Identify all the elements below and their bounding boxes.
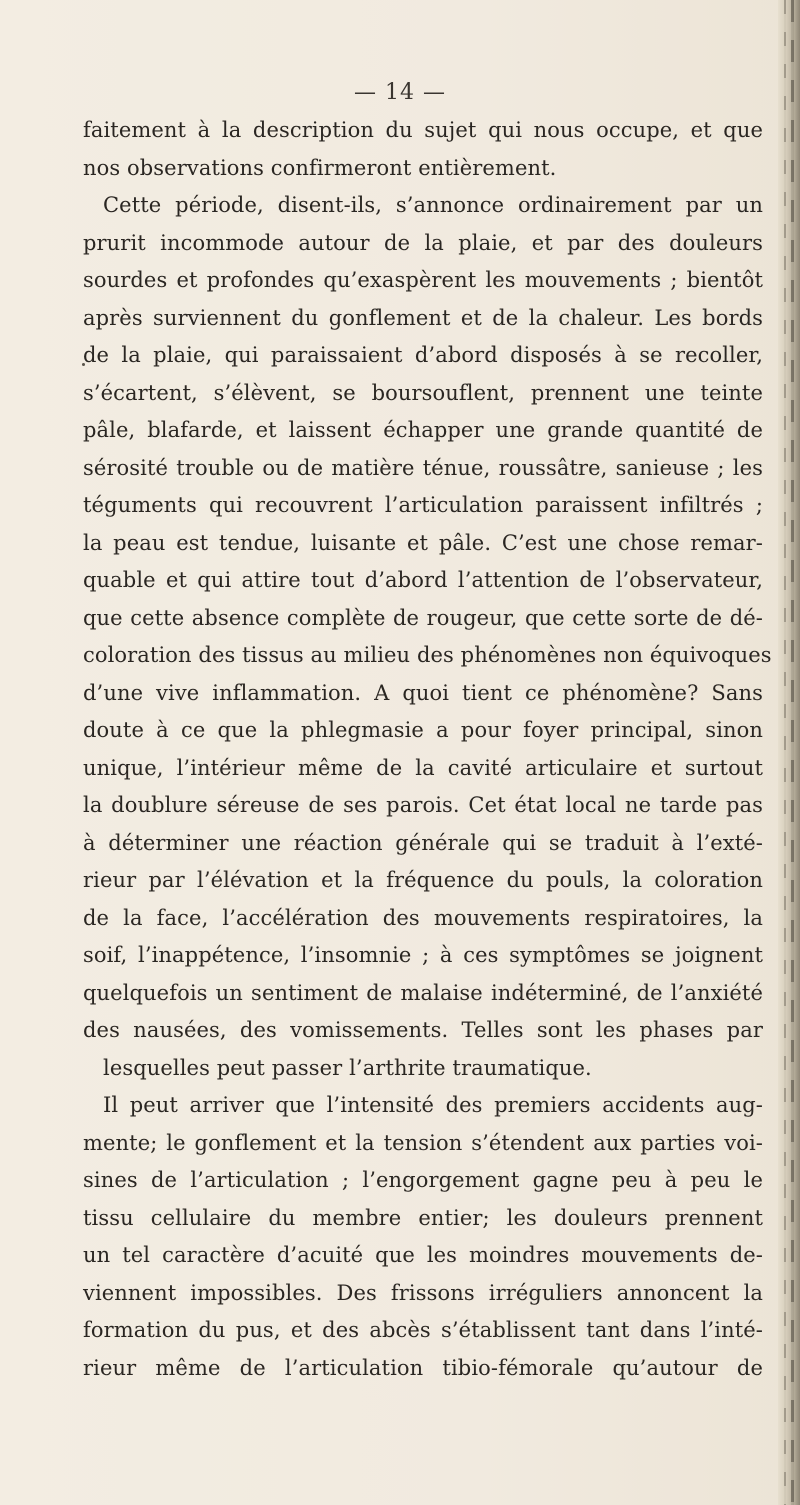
text-line: faitement à la description du sujet qui nous occupe, et que bbox=[83, 118, 763, 142]
text-line: rieur par l’élévation et la fréquence du pouls, la coloration bbox=[83, 868, 763, 892]
text-line: soif, l’inappétence, l’insomnie ; à ces symptômes se joignent bbox=[83, 943, 763, 967]
body-text bbox=[83, 112, 772, 1387]
text-line: la doublure séreuse de ses parois. Cet état local ne tarde pas bbox=[83, 793, 763, 817]
text-line: d’une vive inflammation. A quoi tient ce phénomène? Sans bbox=[83, 680, 763, 705]
text-line: sourdes et profondes qu’exaspèrent les mouvements ; bientôt bbox=[83, 268, 763, 292]
text-line: des nausées, des vomissements. Telles sont les phases par bbox=[83, 1018, 763, 1042]
text-line: prurit incommode autour de la plaie, et par des douleurs bbox=[83, 230, 763, 255]
text-line: lesquelles peut passer l’arthrite traumatique. bbox=[103, 1055, 592, 1080]
text-line: un tel caractère d’acuité que les moindres mouvements de- bbox=[83, 1243, 763, 1267]
page-edge-shadow bbox=[778, 0, 800, 1505]
text-line: quable et qui attire tout d’abord l’attention de l’observateur, bbox=[83, 568, 763, 592]
text-line: s’écartent, s’élèvent, se boursouflent, prennent une teinte bbox=[83, 380, 763, 405]
text-line: la peau est tendue, luisante et pâle. C’est une chose remar- bbox=[83, 530, 763, 555]
text-line: coloration des tissus au milieu des phénomènes non équivoques bbox=[83, 643, 772, 667]
text-line: Il peut arriver que l’intensité des premiers accidents aug- bbox=[103, 1093, 763, 1117]
text-line: nos observations confirmeront entièrement. bbox=[83, 155, 557, 180]
text-line: rieur même de l’articulation tibio-fémorale qu’autour de bbox=[83, 1355, 763, 1380]
text-line: formation du pus, et des abcès s’établissent tant dans l’inté- bbox=[83, 1318, 763, 1342]
text-line: mente; le gonflement et la tension s’étendent aux parties voi- bbox=[83, 1130, 763, 1155]
text-line: unique, l’intérieur même de la cavité articulaire et surtout bbox=[83, 755, 763, 780]
text-line: téguments qui recouvrent l’articulation paraissent infiltrés ; bbox=[83, 493, 763, 517]
text-line: doute à ce que la phlegmasie a pour foyer principal, sinon bbox=[83, 718, 763, 742]
text-line: Cette période, disent-ils, s’annonce ordinairement par un bbox=[103, 193, 763, 217]
text-line: que cette absence complète de rougeur, que cette sorte de dé- bbox=[83, 605, 763, 630]
text-line: à déterminer une réaction générale qui se traduit à l’exté- bbox=[83, 830, 763, 855]
text-line: quelquefois un sentiment de malaise indéterminé, de l’anxiété bbox=[83, 980, 763, 1005]
text-line: tissu cellulaire du membre entier; les douleurs prennent bbox=[83, 1205, 763, 1230]
text-line: viennent impossibles. Des frissons irréguliers annoncent la bbox=[83, 1280, 763, 1305]
text-line: sines de l’articulation ; l’engorgement gagne peu à peu le bbox=[83, 1168, 763, 1192]
page-number: — 14 — bbox=[354, 80, 446, 105]
text-line: de la face, l’accélération des mouvements respiratoires, la bbox=[83, 905, 763, 930]
text-line: sérosité trouble ou de matière ténue, roussâtre, sanieuse ; les bbox=[83, 455, 763, 480]
text-line: de la plaie, qui paraissaient d’abord disposés à se recoller, bbox=[83, 343, 763, 367]
text-line: pâle, blafarde, et laissent échapper une grande quantité de bbox=[83, 418, 763, 442]
text-line: après surviennent du gonflement et de la chaleur. Les bords bbox=[83, 305, 763, 330]
